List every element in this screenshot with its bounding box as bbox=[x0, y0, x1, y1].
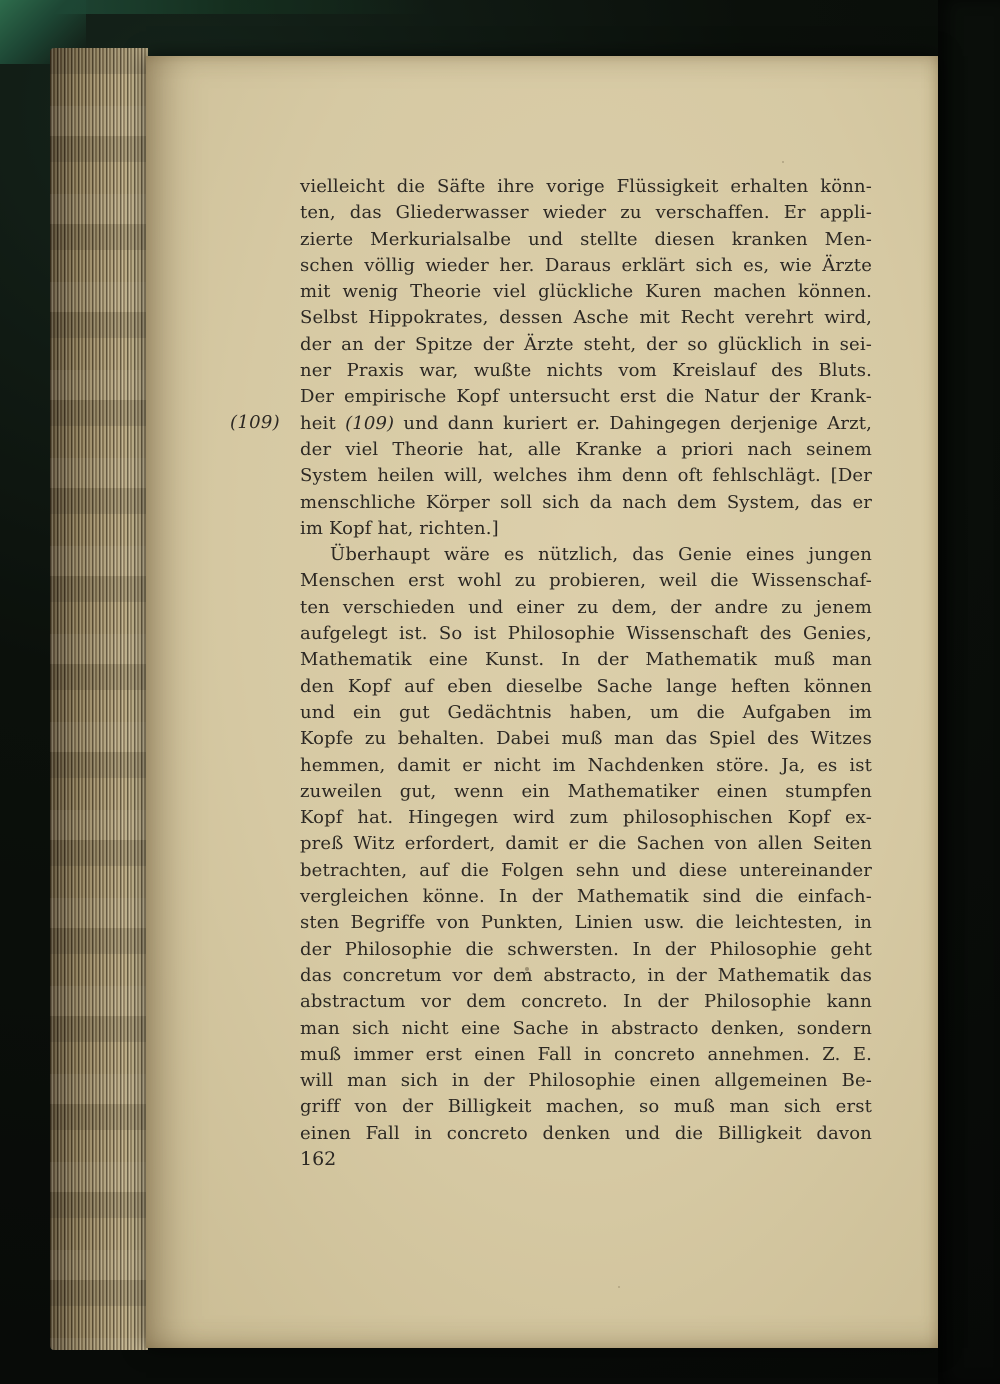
text-line: Kopf hat. Hingegen wird zum philosophischen Kopf ex- bbox=[300, 807, 872, 829]
book-cover-right bbox=[938, 0, 1000, 1384]
text-line: mit wenig Theorie viel glückliche Kuren machen können. bbox=[300, 281, 872, 303]
text-line: abstractum vor dem concreto. In der Philosophie kann bbox=[300, 991, 872, 1013]
text-line bbox=[300, 411, 872, 437]
text-line: Der empirische Kopf untersucht erst die Natur der Krank- bbox=[300, 386, 872, 408]
text-line: menschliche Körper soll sich da nach dem System, das er bbox=[300, 491, 872, 513]
book-page bbox=[146, 56, 938, 1348]
text-line: hemmen, damit er nicht im Nachdenken störe. Ja, es ist bbox=[300, 754, 872, 776]
text-line: das concretum vor dem abstracto, in der Mathematik das bbox=[300, 964, 872, 986]
page-number: 162 bbox=[300, 1148, 337, 1170]
text-line: will man sich in der Philosophie einen allgemeinen Be- bbox=[300, 1070, 872, 1092]
text-line: vergleichen könne. In der Mathematik sind die einfach- bbox=[300, 886, 872, 908]
text-line: man sich nicht eine Sache in abstracto denken, sondern bbox=[300, 1017, 872, 1039]
text-line: griff von der Billigkeit machen, so muß man sich erst bbox=[300, 1096, 872, 1118]
text-block bbox=[300, 174, 872, 1147]
text-line: Überhaupt wäre es nützlich, das Genie eines jungen bbox=[330, 544, 872, 566]
scan-specks bbox=[146, 56, 148, 58]
inline-page-ref: (109) bbox=[345, 412, 395, 434]
text-line: Menschen erst wohl zu probieren, weil die Wissenschaf- bbox=[300, 570, 872, 592]
text-line: preß Witz erfordert, damit er die Sachen von allen Seiten bbox=[300, 833, 872, 855]
margin-note: (109) bbox=[230, 412, 280, 433]
text-line: der Philosophie die schwersten. In der Philosophie geht bbox=[300, 938, 872, 960]
text-line: zierte Merkurialsalbe und stellte diesen kranken Men- bbox=[300, 228, 872, 250]
text-line: einen Fall in concreto denken und die Billigkeit davon bbox=[300, 1122, 872, 1144]
text-line: und ein gut Gedächtnis haben, um die Aufgaben im bbox=[300, 701, 872, 723]
text-line: betrachten, auf die Folgen sehn und diese untereinander bbox=[300, 859, 872, 881]
text-segment: und dann kuriert er. Dahingegen derjenige Arzt, bbox=[394, 412, 872, 434]
text-line: Kopfe zu behalten. Dabei muß man das Spiel des Witzes bbox=[300, 728, 872, 750]
page-edge-stack bbox=[50, 48, 148, 1350]
text-line: zuweilen gut, wenn ein Mathematiker einen stumpfen bbox=[300, 780, 872, 802]
text-line: aufgelegt ist. So ist Philosophie Wissenschaft des Genies, bbox=[300, 623, 872, 645]
text-line: System heilen will, welches ihm denn oft fehlschlägt. [Der bbox=[300, 465, 872, 487]
text-line: schen völlig wieder her. Daraus erklärt sich es, wie Ärzte bbox=[300, 254, 872, 276]
text-line: Selbst Hippokrates, dessen Asche mit Recht verehrt wird, bbox=[300, 307, 872, 329]
text-line: Mathematik eine Kunst. In der Mathematik muß man bbox=[300, 649, 872, 671]
text-line: der an der Spitze der Ärzte steht, der so glücklich in sei- bbox=[300, 333, 872, 355]
text-line: muß immer erst einen Fall in concreto annehmen. Z. E. bbox=[300, 1043, 872, 1065]
text-line: der viel Theorie hat, alle Kranke a priori nach seinem bbox=[300, 438, 872, 460]
text-line: ten, das Gliederwasser wieder zu verschaffen. Er appli- bbox=[300, 202, 872, 224]
text-segment: heit bbox=[300, 412, 346, 434]
text-line: ten verschieden und einer zu dem, der andre zu jenem bbox=[300, 596, 872, 618]
text-line: den Kopf auf eben dieselbe Sache lange heften können bbox=[300, 675, 872, 697]
text-line: ner Praxis war, wußte nichts vom Kreislauf des Bluts. bbox=[300, 360, 872, 382]
text-line: im Kopf hat, richten.] bbox=[300, 517, 499, 539]
text-line: vielleicht die Säfte ihre vorige Flüssigkeit erhalten könn- bbox=[300, 176, 872, 197]
text-line: sten Begriffe von Punkten, Linien usw. die leichtesten, in bbox=[300, 912, 872, 934]
